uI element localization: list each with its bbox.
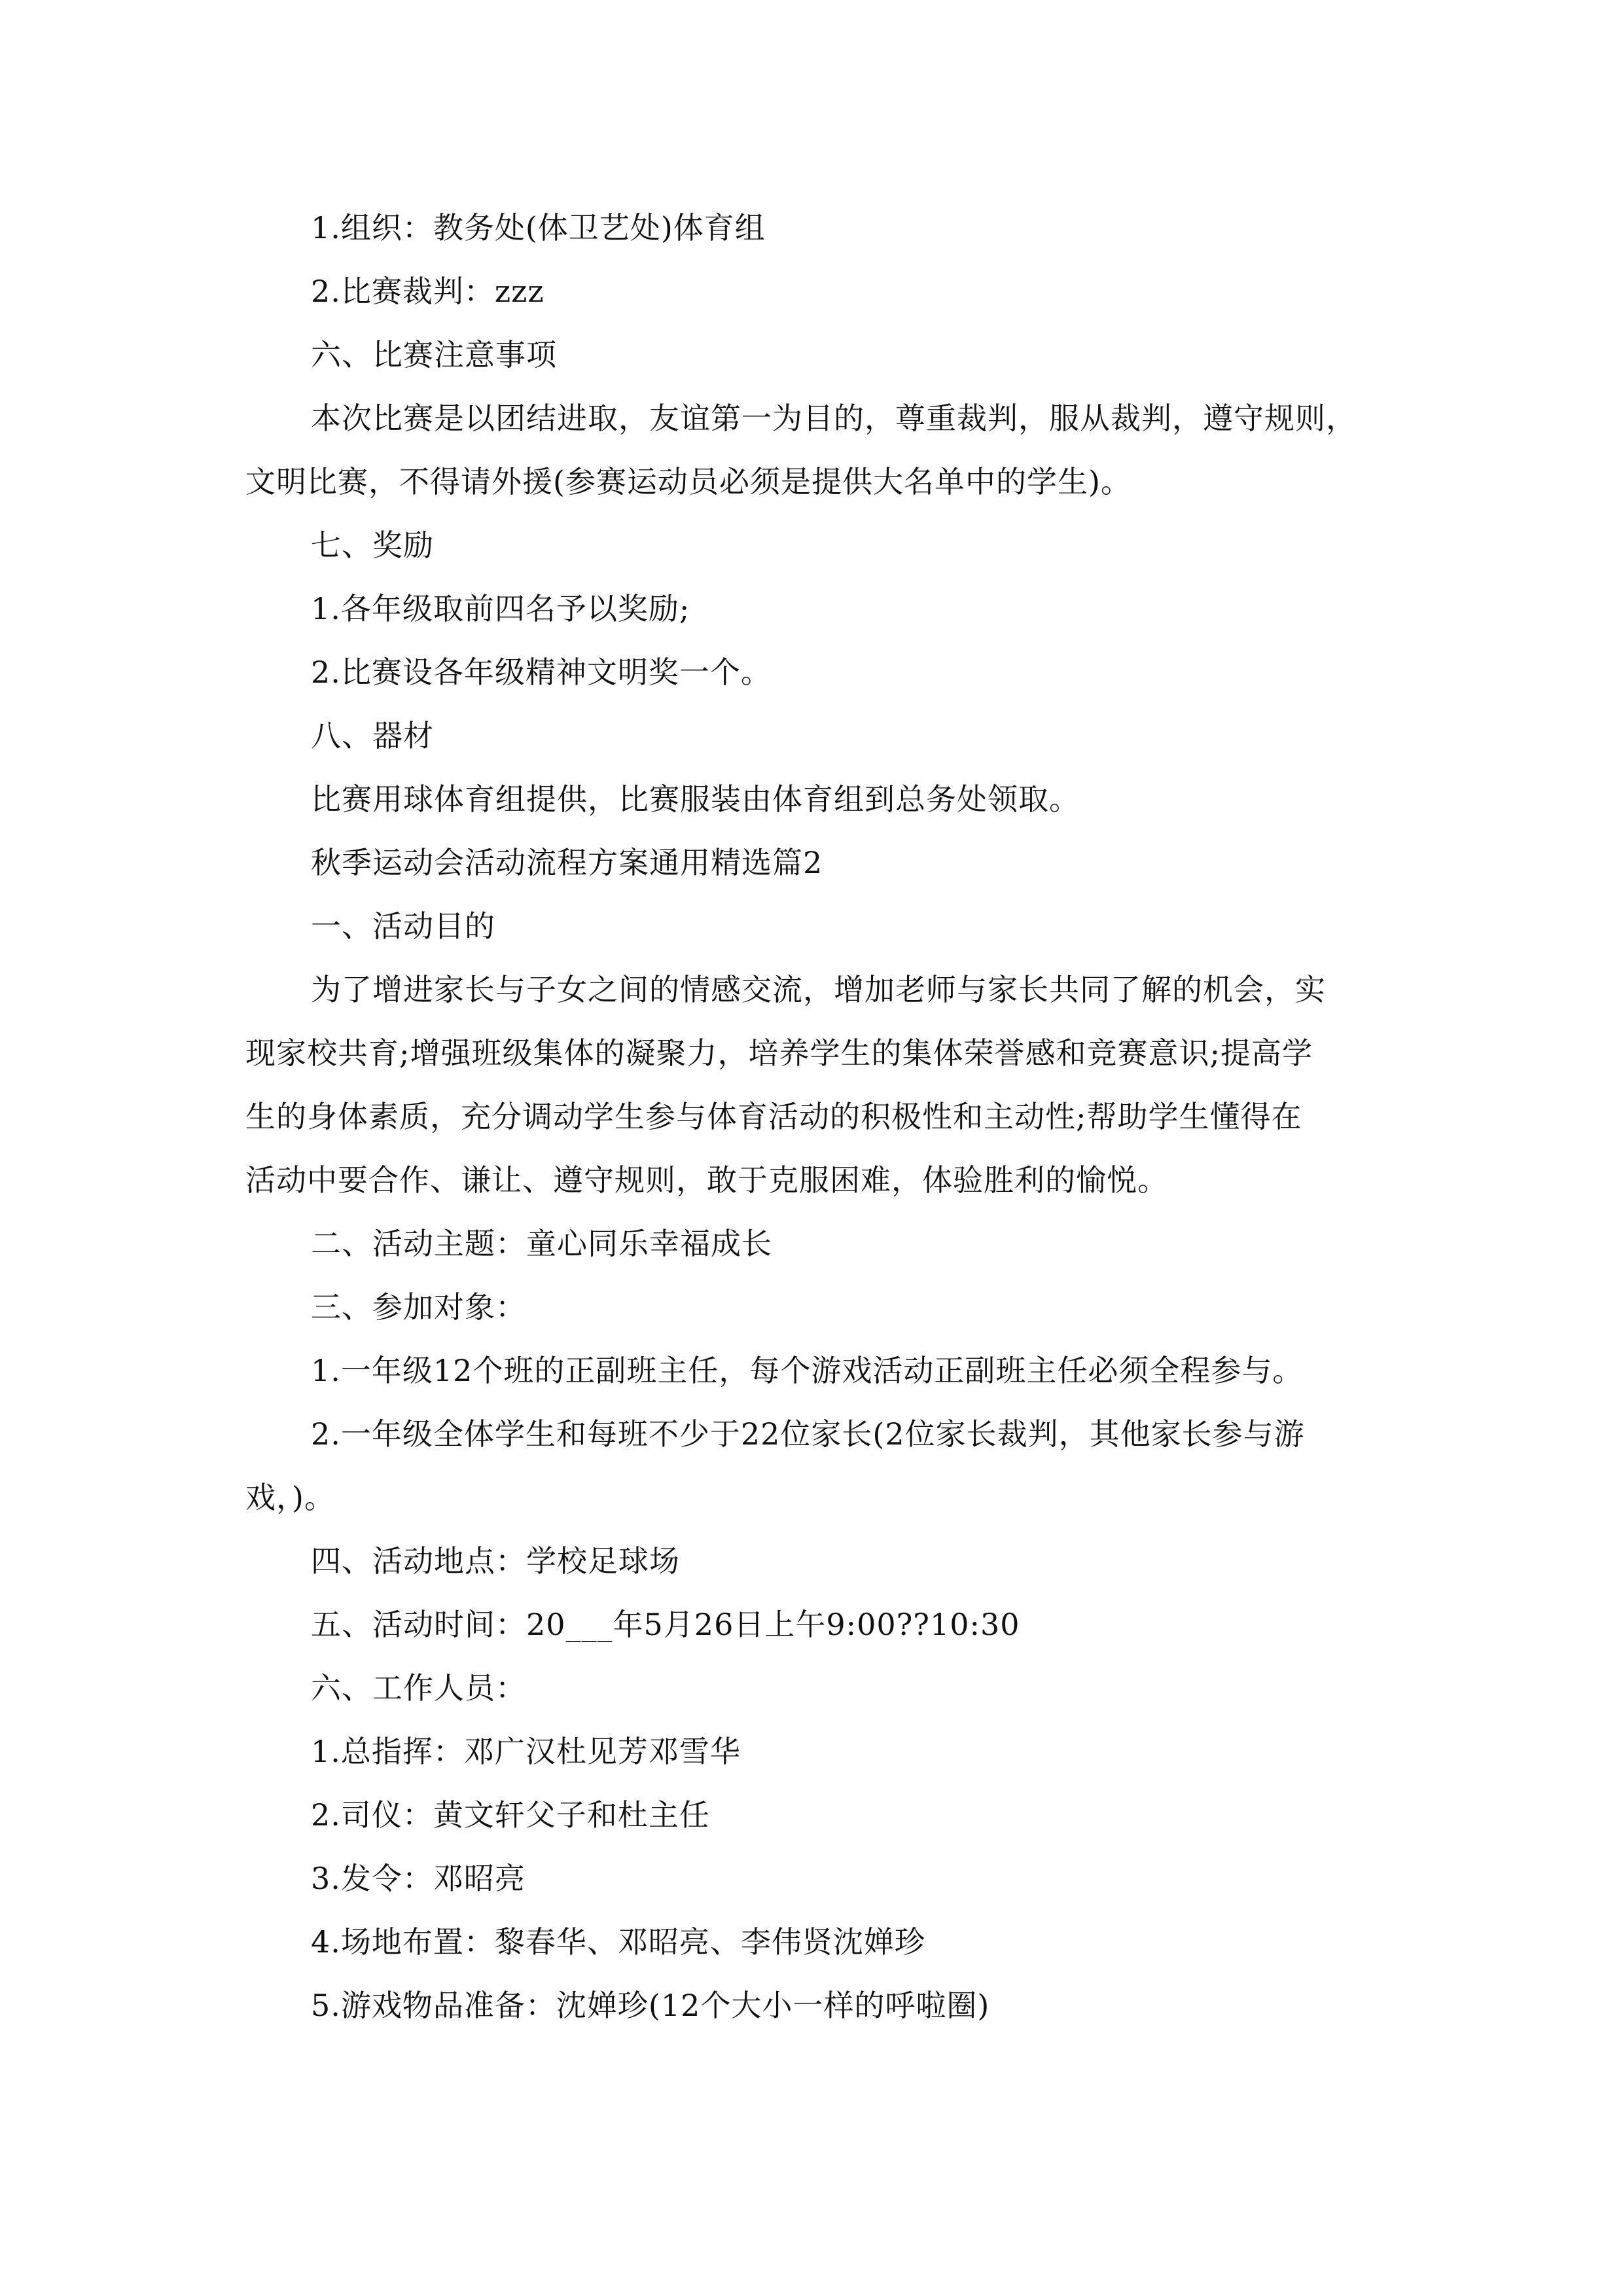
section-heading-staff: 六、工作人员： — [311, 1670, 526, 1706]
paragraph-line: 比赛用球体育组提供，比赛服装由体育组到总务处领取。 — [311, 781, 1080, 817]
section-heading-notes: 六、比赛注意事项 — [311, 337, 557, 372]
org-item: 1.组织：教务处(体卫艺处)体育组 — [311, 210, 766, 245]
section-heading-equipment: 八、器材 — [311, 718, 434, 753]
paragraph-line: 戏，)。 — [245, 1480, 335, 1515]
award-item: 2.比赛设各年级精神文明奖一个。 — [311, 655, 772, 690]
staff-item: 5.游戏物品准备：沈婵珍(12个大小一样的呼啦圈) — [311, 1988, 990, 2023]
staff-item: 3.发令：邓昭亮 — [311, 1861, 526, 1896]
paragraph-line: 生的身体素质，充分调动学生参与体育活动的积极性和主动性;帮助学生懂得在 — [245, 1099, 1302, 1134]
paragraph-line: 现家校共育;增强班级集体的凝聚力，培养学生的集体荣誉感和竞赛意识;提高学 — [245, 1035, 1313, 1071]
participant-item: 1.一年级12个班的正副班主任，每个游戏活动正副班主任必须全程参与。 — [311, 1353, 1304, 1388]
section-heading-awards: 七、奖励 — [311, 528, 434, 563]
paragraph-line: 活动中要合作、谦让、遵守规则，敢于克服困难，体验胜利的愉悦。 — [245, 1162, 1168, 1198]
referee-item: 2.比赛裁判：zzz — [311, 274, 544, 309]
paragraph-line: 为了增进家长与子女之间的情感交流，增加老师与家长共同了解的机会，实 — [311, 972, 1326, 1007]
staff-item: 1.总指挥：邓广汉杜见芳邓雪华 — [311, 1734, 741, 1769]
article-title: 秋季运动会活动流程方案通用精选篇2 — [311, 845, 823, 880]
document-body — [245, 196, 1381, 2037]
section-heading-purpose: 一、活动目的 — [311, 908, 495, 944]
section-heading-location: 四、活动地点：学校足球场 — [311, 1543, 680, 1579]
staff-item: 4.场地布置：黎春华、邓昭亮、李伟贤沈婵珍 — [311, 1924, 925, 1960]
section-heading-participants: 三、参加对象： — [311, 1289, 526, 1325]
staff-item: 2.司仪：黄文轩父子和杜主任 — [311, 1797, 710, 1833]
award-item: 1.各年级取前四名予以奖励; — [311, 591, 690, 626]
participant-item: 2.一年级全体学生和每班不少于22位家长(2位家长裁判，其他家长参与游 — [311, 1416, 1305, 1452]
paragraph-line: 本次比赛是以团结进取，友谊第一为目的，尊重裁判，服从裁判，遵守规则， — [311, 401, 1357, 436]
section-heading-theme: 二、活动主题：童心同乐幸福成长 — [311, 1226, 772, 1261]
paragraph-line: 文明比赛，不得请外援(参赛运动员必须是提供大名单中的学生)。 — [245, 464, 1132, 499]
section-heading-time: 五、活动时间：20___年5月26日上午9:00??10:30 — [311, 1607, 1020, 1642]
